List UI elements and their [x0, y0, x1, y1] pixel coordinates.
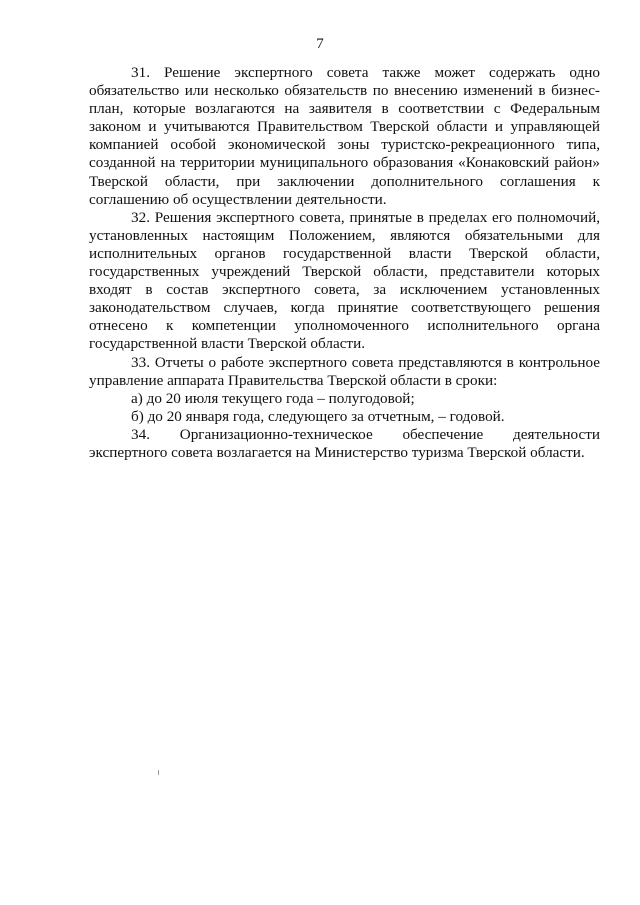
page-number: 7 — [316, 36, 324, 52]
paragraph-32: 32. Решения экспертного совета, принятые в пределах его полномочий, установленных настоящим Положением, являются обязательными для исполнительных органов государственной власти Тверской области, государственных учреждений Тверской области, представители которых входят в состав экспертного совета, за исключением установленных законодательством случаев, когда принятие соответствующего решения отнесено к компетенции уполномоченного исполнительного органа государственной власти Тверской области. — [89, 208, 600, 353]
paragraph-34: 34. Организационно-техническое обеспечение деятельности экспертного совета возлагается на Министерство туризма Тверской области. — [89, 425, 600, 461]
paragraph-31: 31. Решение экспертного совета также может содержать одно обязательство или несколько обязательств по внесению изменений в бизнес-план, которые возлагаются на заявителя в соответствии с Федеральным законом и учитываются Правительством Тверской области и управляющей компанией особой экономической зоны туристско-рекреационного типа, созданной на территории муниципального образования «Конаковский район» Тверской области, при заключении дополнительного соглашения к соглашению об осуществлении деятельности. — [89, 64, 600, 208]
scan-artifact — [158, 770, 159, 775]
paragraph-33: 33. Отчеты о работе экспертного совета представляются в контрольное управление аппарата Правительства Тверской области в сроки: — [89, 353, 600, 389]
paragraph-33-item-b: б) до 20 января года, следующего за отчетным, – годовой. — [131, 407, 505, 425]
paragraph-33-item-a: а) до 20 июля текущего года – полугодовой; — [131, 389, 415, 407]
document-body — [89, 64, 600, 462]
